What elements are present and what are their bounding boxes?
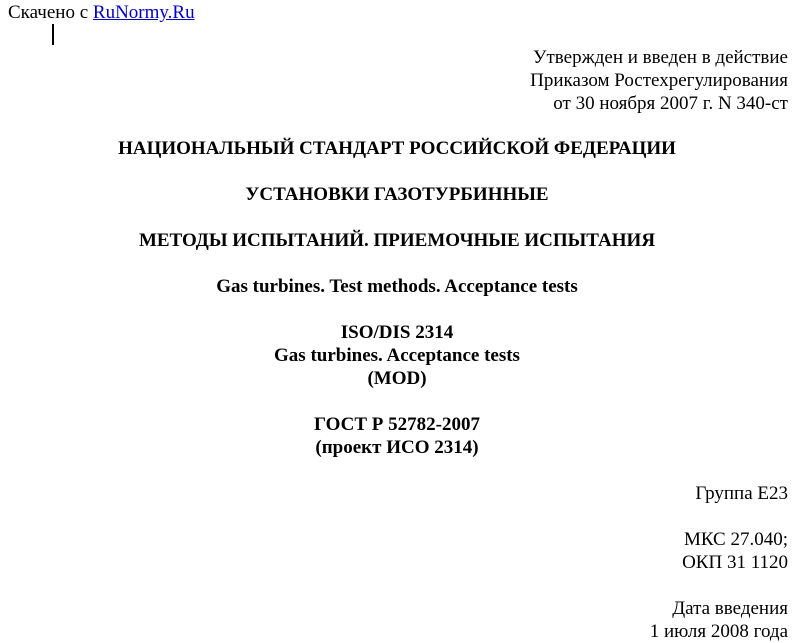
classification-codes: [682, 528, 788, 574]
text-cursor: [52, 24, 54, 45]
gost-code: ГОСТ Р 52782-2007: [314, 414, 480, 435]
title-line-1: УСТАНОВКИ ГАЗОТУРБИННЫЕ: [245, 184, 549, 205]
iso-title: Gas turbines. Acceptance tests: [274, 345, 520, 366]
approval-line-1: Утвержден и введен в действие: [533, 47, 788, 68]
group-label: Группа Е23: [695, 483, 788, 504]
source-prefix: Скачено с: [8, 2, 89, 23]
iso-modifier: (MOD): [367, 368, 427, 389]
okp-code: ОКП 31 1120: [682, 552, 788, 573]
gost-project: (проект ИСО 2314): [315, 437, 479, 458]
runormy-link[interactable]: RuNormy.Ru: [92, 2, 195, 23]
title-line-2: МЕТОДЫ ИСПЫТАНИЙ. ПРИЕМОЧНЫЕ ИСПЫТАНИЯ: [138, 230, 656, 251]
approval-line-3: от 30 ноября 2007 г. N 340-ст: [553, 93, 788, 114]
source-note: [8, 1, 195, 24]
approval-block: [530, 46, 788, 115]
intro-date-value: 1 июля 2008 года: [649, 621, 788, 642]
english-title: Gas turbines. Test methods. Acceptance tests: [216, 276, 578, 297]
approval-line-2: Приказом Ростехрегулирования: [530, 70, 788, 91]
standard-type-heading: НАЦИОНАЛЬНЫЙ СТАНДАРТ РОССИЙСКОЙ ФЕДЕРАЦИИ: [118, 138, 676, 159]
mks-code: МКС 27.040;: [683, 529, 788, 550]
iso-code: ISO/DIS 2314: [340, 322, 454, 343]
intro-date-block: [650, 597, 788, 643]
intro-date-label: Дата введения: [672, 598, 788, 619]
